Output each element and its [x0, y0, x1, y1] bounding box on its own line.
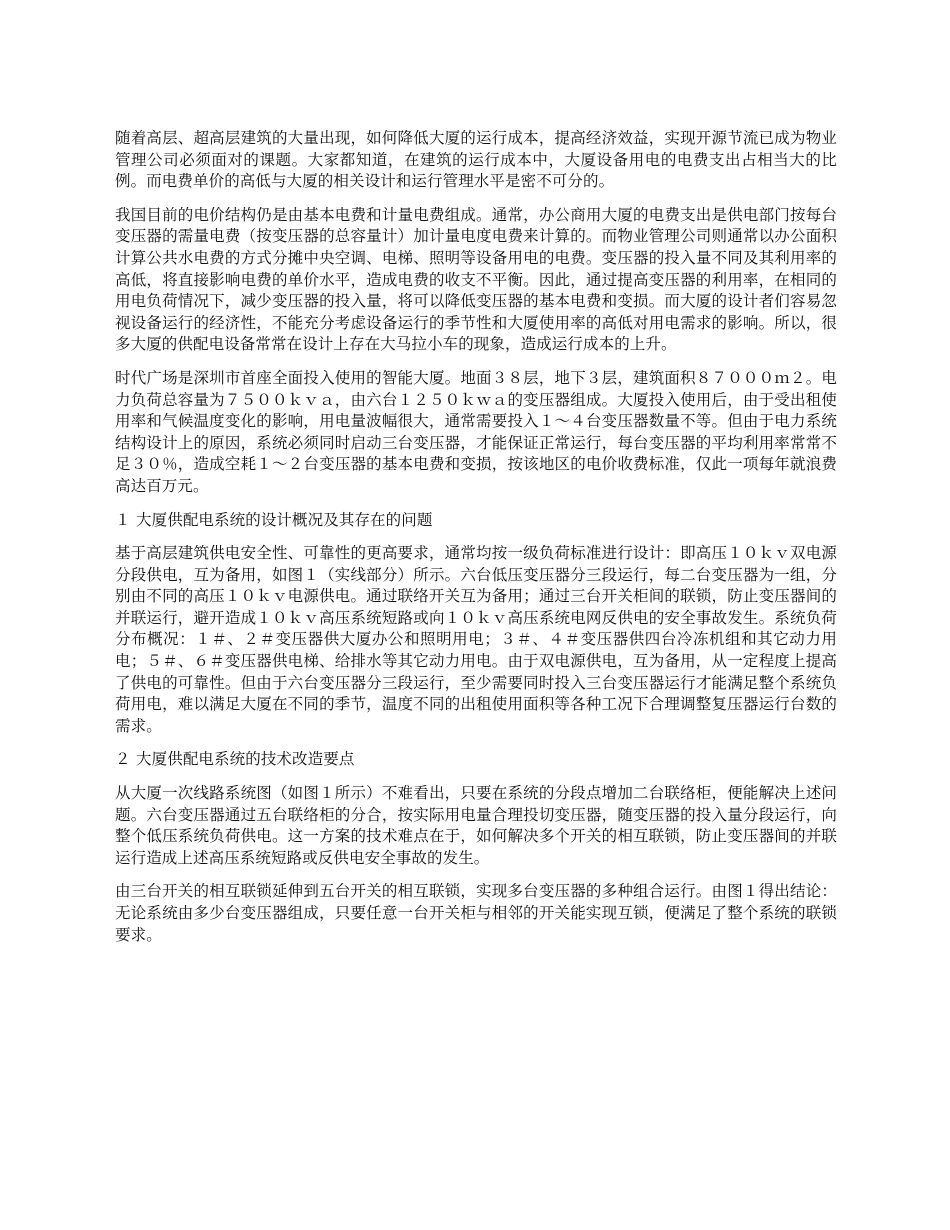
- intro-paragraph-1: 随着高层、超高层建筑的大量出现，如何降低大厦的运行成本，提高经济效益，实现开源节流已成为物业管理公司必须面对的课题。大家都知道，在建筑的运行成本中，大厦设备用电的电费支出占相当大的比例。而电费单价的高低与大厦的相关设计和运行管理水平是密不可分的。: [115, 129, 837, 191]
- section-1-title: 大厦供配电系统的设计概况及其存在的问题: [136, 510, 433, 529]
- section-2-heading: [115, 749, 837, 771]
- section-2-number: ２: [115, 750, 131, 769]
- section-1-number: １: [115, 510, 131, 529]
- document-body: [115, 128, 837, 958]
- section-1-heading: [115, 510, 837, 532]
- section-2-title: 大厦供配电系统的技术改造要点: [136, 750, 355, 769]
- section-1-paragraph-1: 基于高层建筑供电安全性、可靠性的更高要求，通常均按一级负荷标准进行设计：即高压１０ｋｖ双电源分段供电，互为备用，如图１（实线部分）所示。六台低压变压器分三段运行，每二台变压器为一组，分别由不同的高压１０ｋｖ电源供电。通过联络开关互为备用；通过三台开关柜间的联锁，防止变压器间的并联运行，避开造成１０ｋｖ高压系统短路或向１０ｋｖ高压系统电网反供电的安全事故发生。系统负荷分布概况：１＃、２＃变压器供大厦办公和照明用电；３＃、４＃变压器供四台冷冻机组和其它动力用电；５＃、６＃变压器供电梯、给排水等其它动力用电。由于双电源供电，互为备用，从一定程度上提高了供电的可靠性。但由于六台变压器分三段运行，至少需要同时投入三台变压器运行才能满足整个系统负荷用电，难以满足大厦在不同的季节，温度不同的出租使用面积等各种工况下合理调整复压器运行台数的需求。: [115, 544, 837, 735]
- intro-paragraph-2: 我国目前的电价结构仍是由基本电费和计量电费组成。通常，办公商用大厦的电费支出是供电部门按每台变压器的需量电费（按变压器的总容量计）加计量电度电费来计算的。而物业管理公司则通常以办公面积计算公共水电费的方式分摊中央空调、电梯、照明等设备用电的电费。变压器的投入量不同及其利用率的高低，将直接影响电费的单价水平，造成电费的收支不平衡。因此，通过提高变压器的利用率，在相同的用电负荷情况下，减少变压器的投入量，将可以降低变压器的基本电费和变损。而大厦的设计者们容易忽视设备运行的经济性，不能充分考虑设备运行的季节性和大厦使用率的高低对用电需求的影响。所以，很多大厦的供配电设备常常在设计上存在大马拉小车的现象，造成运行成本的上升。: [115, 205, 837, 354]
- section-2-paragraph-2: 由三台开关的相互联锁延伸到五台开关的相互联锁，实现多台变压器的多种组合运行。由图１得出结论：无论系统由多少台变压器组成，只要任意一台开关柜与相邻的开关能实现互锁，便满足了整个系统的联锁要求。: [115, 882, 837, 944]
- section-2-paragraph-1: 从大厦一次线路系统图（如图１所示）不难看出，只要在系统的分段点增加二台联络柜，便能解决上述问题。六台变压器通过五台联络柜的分合，按实际用电量合理投切变压器，随变压器的投入量分段运行，向整个低压系统负荷供电。这一方案的技术难点在于，如何解决多个开关的相互联锁，防止变压器间的并联运行造成上述高压系统短路或反供电安全事故的发生。: [115, 784, 837, 867]
- intro-paragraph-3: 时代广场是深圳市首座全面投入使用的智能大厦。地面３８层，地下３层，建筑面积８７０００ｍ２。电力负荷总容量为７５００ｋｖａ，由六台１２５０ｋｗａ的变压器组成。大厦投入使用后，由于受出租使用率和气候温度变化的影响，用电量波幅很大，通常需要投入１～４台变压器数量不等。但由于电力系统结构设计上的原因，系统必须同时启动三台变压器，才能保证正常运行，每台变压器的平均利用率常常不足３０％，造成空耗１～２台变压器的基本电费和变损，按该地区的电价收费标准，仅此一项每年就浪费高达百万元。: [115, 368, 837, 495]
